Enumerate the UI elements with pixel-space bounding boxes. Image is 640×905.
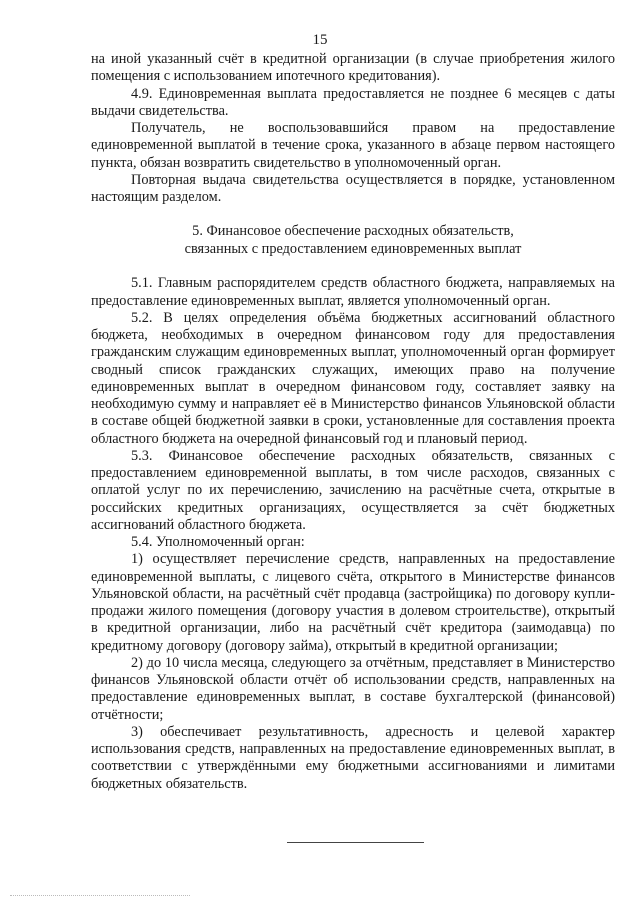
paragraph-4-9: 4.9. Единовременная выплата предоставляется не позднее 6 месяцев с даты выдачи свидетельства. bbox=[91, 85, 615, 119]
paragraph-5-1: 5.1. Главным распорядителем средств областного бюджета, направляемых на предоставление единовременных выплат, является уполномоченный орган. bbox=[91, 275, 615, 309]
paragraph-continued: на иной указанный счёт в кредитной организации (в случае приобретения жилого помещения с использованием ипотечного кредитования). bbox=[91, 51, 615, 85]
paragraph-5-2: 5.2. В целях определения объёма бюджетных ассигнований областного бюджета, необходимых в очередном финансовом году для предоставления гражданским служащим единовременных выплат, уполномоченный орган формирует сводный список гражданских служащих, имеющих право на получение единовременных выплат в очередном финансовом году, составляет заявку на необходимую сумму и направляет её в Министерство финансов Ульяновской области в составе общей бюджетной заявки в сроки, установленные для составления проекта областного бюджета на очередной финансовый год и плановый период. bbox=[91, 309, 615, 447]
paragraph-5-4-item-2: 2) до 10 числа месяца, следующего за отчётным, представляет в Министерство финансов Ульяновской области отчёт об использовании средств, направленных на предоставление единовременных выплат, в составе бухгалтерской (финансовой) отчётности; bbox=[91, 654, 615, 723]
paragraph-repeat-issue: Повторная выдача свидетельства осуществляется в порядке, установленном настоящим разделом. bbox=[91, 171, 615, 205]
section-title-line-1: 5. Финансовое обеспечение расходных обязательств, bbox=[192, 223, 514, 240]
paragraph-recipient: Получатель, не воспользовавшийся правом на предоставление единовременной выплатой в течение срока, указанного в абзаце первом настоящего пункта, обязан возвратить свидетельство в уполномоченный орган. bbox=[91, 120, 615, 171]
section-title-line-2: связанных с предоставлением единовременных выплат bbox=[184, 240, 522, 257]
scan-artifact bbox=[10, 895, 190, 899]
paragraph-5-4: 5.4. Уполномоченный орган: bbox=[131, 534, 305, 550]
paragraph-5-4-item-3: 3) обеспечивает результативность, адресность и целевой характер использования средств, направленных на предоставление единовременных выплат, в соответствии с утверждёнными ему бюджетными ассигнованиями и лимитами бюджетных обязательств. bbox=[91, 723, 615, 792]
page-number: 15 bbox=[312, 32, 328, 48]
paragraph-5-3: 5.3. Финансовое обеспечение расходных обязательств, связанных с предоставлением единовременной выплаты, в том числе расходов, связанных с оплатой услуг по их перечислению, зачислению на расчётные счета, открытые в российских кредитных организациях, осуществляется за счёт бюджетных ассигнований областного бюджета. bbox=[91, 447, 615, 533]
document-body bbox=[91, 51, 615, 793]
section-heading bbox=[91, 223, 615, 258]
closing-rule bbox=[287, 842, 424, 843]
paragraph-5-4-item-1: 1) осуществляет перечисление средств, направленных на предоставление единовременной выплаты, с лицевого счёта, открытого в Министерстве финансов Ульяновской области, на расчётный счёт продавца (застройщика) по договору купли-продажи жилого помещения (договору участия в долевом строительстве), открытый в кредитной организации, либо на расчётный счёт кредитора (заимодавца) по кредитному договору (договору займа), открытый в кредитной организации; bbox=[91, 551, 615, 654]
